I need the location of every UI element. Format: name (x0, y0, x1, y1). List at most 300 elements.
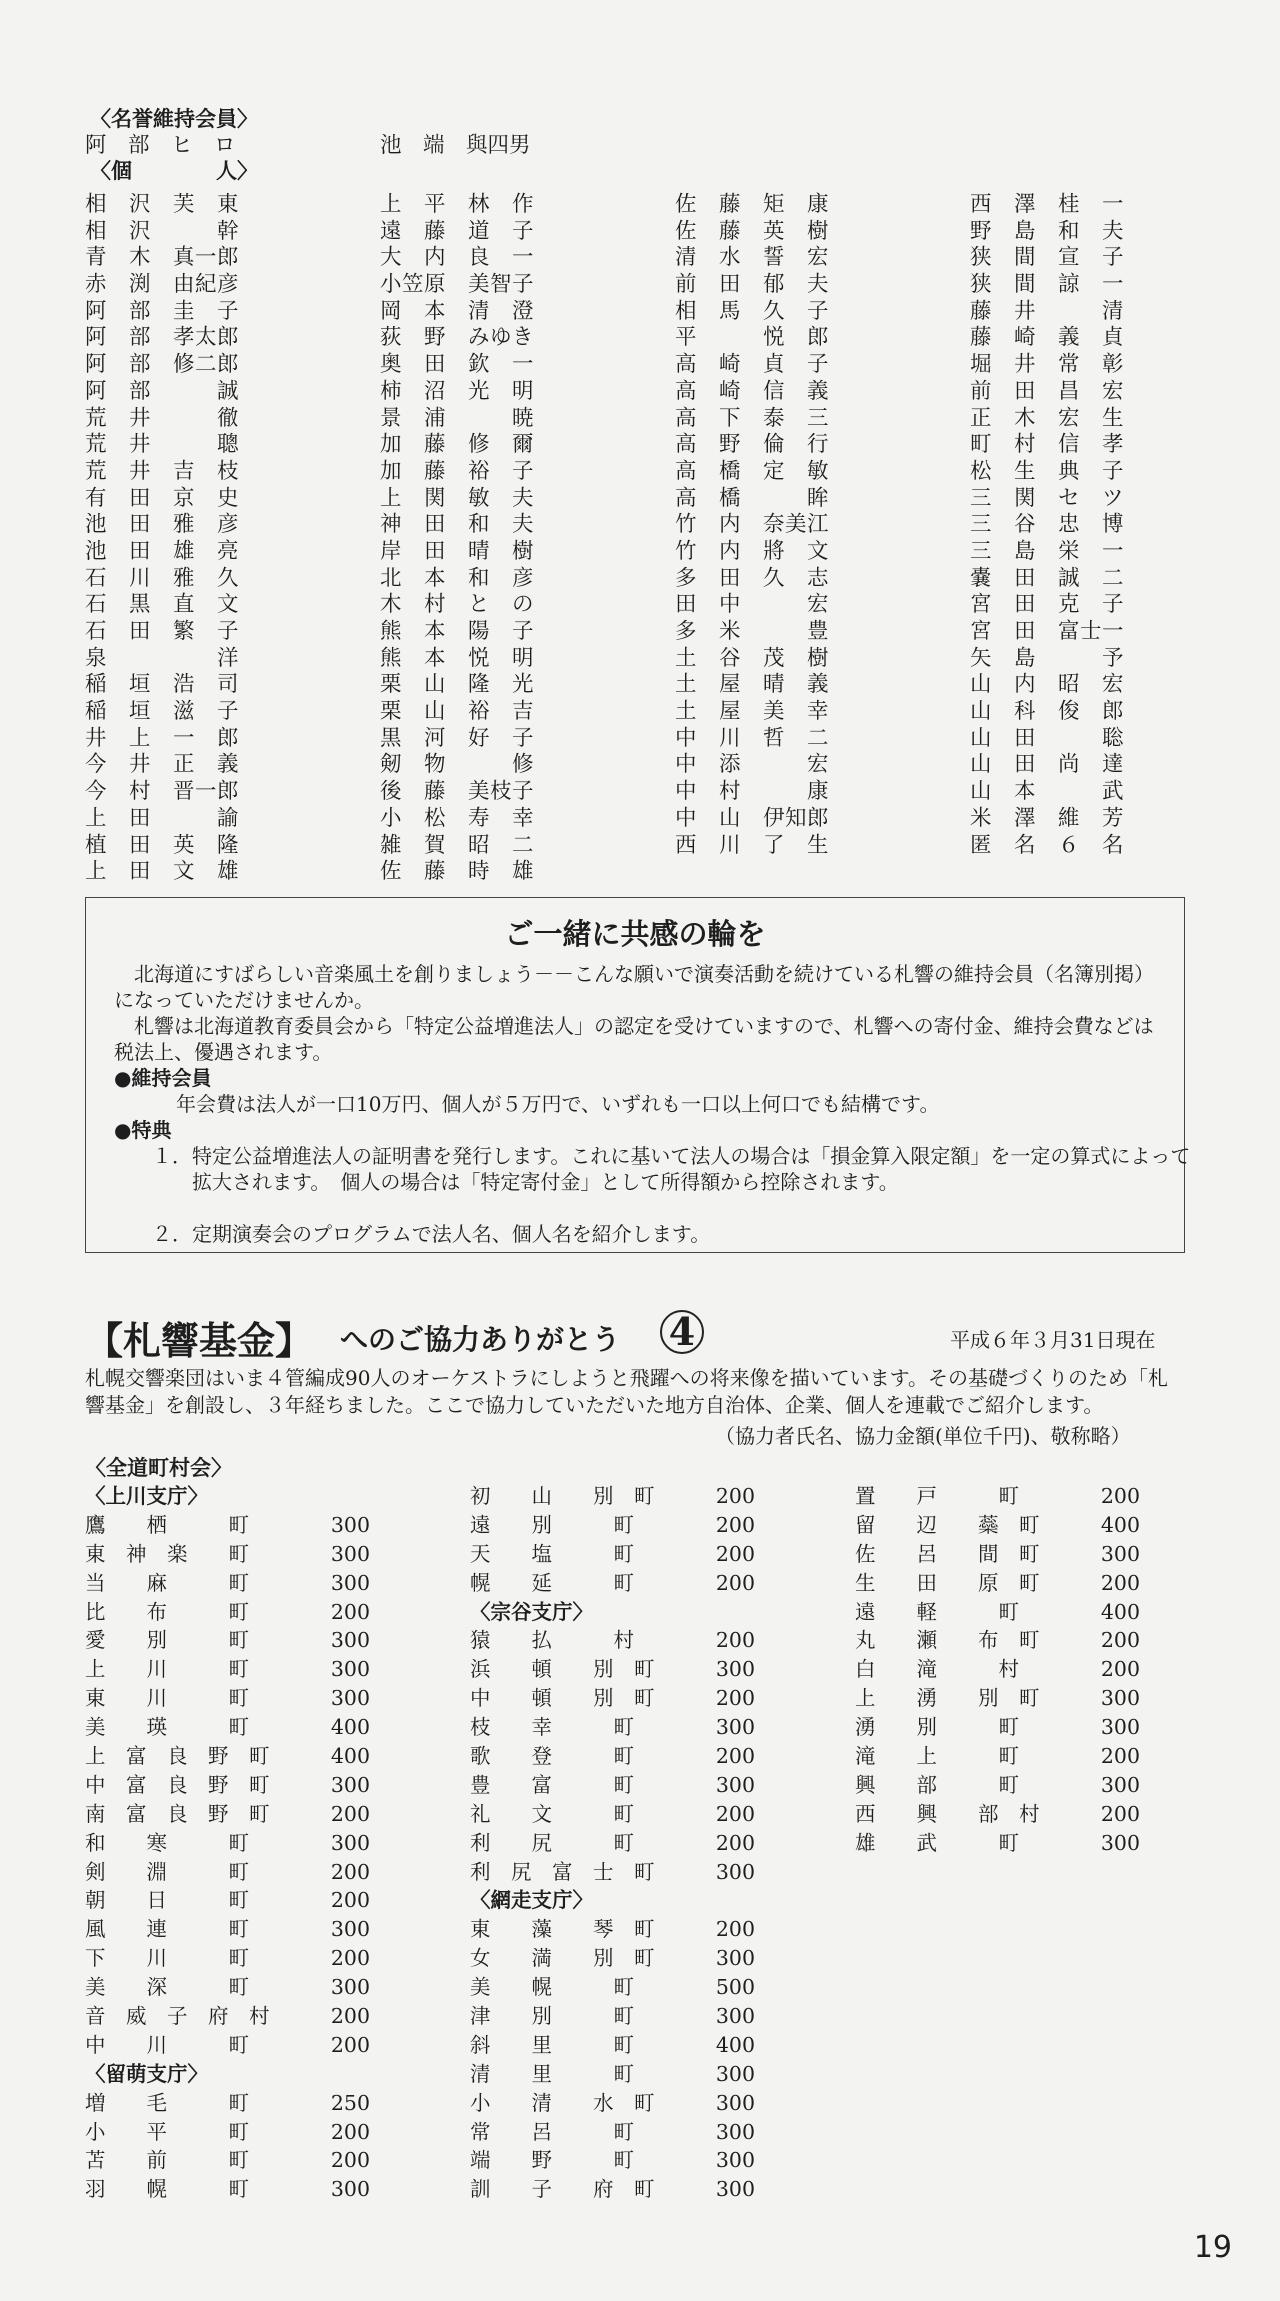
member-name: 今 井 正 義 (85, 752, 240, 778)
contributor-name: 生 田 原 町 (855, 1570, 1040, 1595)
contributor-name: 歌 登 町 (470, 1744, 634, 1769)
individual-header: 〈個 人〉 (90, 159, 258, 183)
contributor-row (85, 1598, 370, 1627)
contribution-amount: 200 (715, 1801, 755, 1826)
member-name: 山 田 尚 達 (970, 752, 1125, 778)
member-name: 岸 田 晴 樹 (380, 538, 535, 564)
contributor-name: 猿 払 村 (470, 1628, 634, 1653)
box-heading-members: ●維持会員 (114, 1066, 212, 1090)
contributor-row (855, 1771, 1140, 1800)
member-name: 大 内 良 一 (380, 245, 535, 271)
region-name: 〈留萌支庁〉 (85, 2061, 208, 2086)
member-name: 黒 河 好 子 (380, 725, 535, 751)
fund-note: （協力者氏名、協力金額(単位千円)、敬称略） (715, 1424, 1131, 1448)
contributor-row (85, 1829, 370, 1858)
contributor-name: 比 布 町 (85, 1599, 249, 1624)
contributor-name: 初 山 別 町 (470, 1484, 655, 1508)
contributor-row (855, 1742, 1140, 1771)
member-name: 松 生 典 子 (970, 458, 1125, 484)
contributor-row (85, 1886, 370, 1915)
contribution-amount: 200 (330, 2119, 370, 2144)
contribution-amount: 200 (715, 1570, 755, 1595)
member-name: 前 田 昌 宏 (970, 378, 1125, 404)
contributor-name: 下 川 町 (85, 1946, 249, 1971)
member-name: 柿 沼 光 明 (380, 378, 535, 404)
contributor-row (85, 1569, 370, 1598)
contribution-amount: 250 (330, 2090, 370, 2115)
name-row (85, 779, 1195, 806)
contribution-amount: 300 (330, 1541, 370, 1566)
contributor-name: 西 興 部 村 (855, 1801, 1040, 1826)
contributor-name: 礼 文 町 (470, 1801, 634, 1826)
contributor-row (85, 1944, 370, 1973)
contributor-name: 音 威 子 府 村 (85, 2004, 270, 2029)
box-members-text: 年会費は法人が一口10万円、個人が５万円で、いずれも一口以上何口でも結構です。 (176, 1092, 940, 1116)
member-name: 三 関 セ ツ (970, 485, 1125, 511)
region-header (470, 1598, 755, 1627)
contributor-name: 中 富 良 野 町 (85, 1772, 270, 1797)
name-row (85, 272, 1195, 299)
contribution-amount: 300 (330, 1657, 370, 1682)
member-name: 高 崎 貞 子 (675, 352, 830, 378)
member-name: 宮 田 富士一 (970, 619, 1125, 644)
member-name: 赤 渕 由紀彦 (85, 272, 240, 298)
box-para-2: 札響は北海道教育委員会から「特定公益増進法人」の認定を受けていますので、札響への寄付金、維持会費などは税法上、優遇されます。 (114, 1014, 1154, 1064)
contribution-amount: 300 (715, 2004, 755, 2029)
individual-member-list (85, 192, 1195, 886)
contribution-amount: 300 (1100, 1686, 1140, 1711)
contributor-row (470, 1742, 755, 1771)
contributor-row (470, 1800, 755, 1829)
contributor-row (85, 1800, 370, 1829)
contributor-row (470, 1858, 755, 1887)
contribution-amount: 300 (715, 2061, 755, 2086)
contributor-name: 東 藻 琴 町 (470, 1917, 655, 1942)
member-name: 匿 名 ６ 名 (970, 832, 1125, 858)
name-row (85, 299, 1195, 326)
fund-section-header: 〈全道町村会〉 (85, 1456, 232, 1480)
member-name: 上 平 林 作 (380, 192, 535, 217)
contribution-amount: 200 (1100, 1484, 1140, 1508)
name-row (85, 646, 1195, 673)
contributor-row (855, 1598, 1140, 1627)
name-row (85, 592, 1195, 619)
member-name: 多 田 久 志 (675, 565, 830, 591)
fund-installment-number: 4 (660, 1310, 704, 1354)
member-name: 上 田 諭 (85, 805, 240, 831)
member-name: 阿 部 孝太郎 (85, 325, 240, 351)
member-name: 稲 垣 浩 司 (85, 672, 240, 698)
contributor-name: 美 深 町 (85, 1975, 249, 2000)
contributor-name: 上 湧 別 町 (855, 1686, 1040, 1711)
contributor-name: 端 野 町 (470, 2148, 634, 2173)
contributor-row (470, 2118, 755, 2147)
contributor-row (85, 2175, 370, 2204)
contributor-row (470, 2175, 755, 2204)
member-name: 狭 間 諒 一 (970, 272, 1125, 298)
contribution-amount: 300 (330, 1772, 370, 1797)
member-name: 土 屋 美 幸 (675, 699, 830, 725)
fund-column-2 (470, 1482, 755, 2204)
contribution-amount: 200 (1100, 1744, 1140, 1769)
contributor-row (470, 2031, 755, 2060)
region-header (85, 2060, 370, 2089)
member-name: 竹 内 奈美江 (675, 512, 830, 538)
member-name: 小笠原 美智子 (380, 272, 535, 298)
contributor-name: 湧 別 町 (855, 1715, 1019, 1740)
name-row (85, 325, 1195, 352)
name-row (85, 672, 1195, 699)
contributor-row (85, 1858, 370, 1887)
contributor-row (85, 2089, 370, 2118)
contributor-row (470, 1944, 755, 1973)
name-row (85, 726, 1195, 753)
contributor-name: 常 呂 町 (470, 2119, 634, 2144)
name-row (85, 539, 1195, 566)
contributor-name: 丸 瀬 布 町 (855, 1628, 1040, 1653)
member-name: 山 内 昭 宏 (970, 672, 1125, 698)
contribution-amount: 200 (1100, 1657, 1140, 1682)
name-row (85, 406, 1195, 433)
contribution-amount: 300 (715, 1657, 755, 1682)
member-name: 青 木 真一郎 (85, 245, 240, 271)
contribution-amount: 400 (715, 2032, 755, 2057)
name-row (85, 699, 1195, 726)
member-name: 中 村 康 (675, 779, 830, 805)
member-name: 雑 賀 昭 二 (380, 832, 535, 858)
contribution-amount: 300 (1100, 1830, 1140, 1855)
member-name: 藤 崎 義 貞 (970, 325, 1125, 351)
contributor-name: 佐 呂 間 町 (855, 1541, 1040, 1566)
contributor-name: 東 神 楽 町 (85, 1541, 249, 1566)
contribution-amount: 200 (715, 1512, 755, 1537)
contribution-amount: 200 (330, 1859, 370, 1884)
region-name: 〈網走支庁〉 (470, 1888, 593, 1913)
contribution-amount: 200 (330, 2148, 370, 2173)
contributor-row (470, 1973, 755, 2002)
contributor-name: 小 平 町 (85, 2119, 249, 2144)
fund-intro: 札幌交響楽団はいま４管編成90人のオーケストラにしようと飛躍への将来像を描いています。その基礎づくりのため「札響基金」を創設し、３年経ちました。ここで協力していただいた地方自治体、企業、個人を連載でご紹介します。 (85, 1366, 1169, 1417)
contributor-name: 上 富 良 野 町 (85, 1744, 270, 1769)
member-name: 今 村 晋一郎 (85, 779, 240, 805)
contributor-name: 剣 淵 町 (85, 1859, 249, 1884)
name-row (85, 486, 1195, 513)
member-name: 高 崎 信 義 (675, 378, 830, 404)
name-row (85, 619, 1195, 646)
member-name: 土 屋 晴 義 (675, 672, 830, 698)
member-name: 高 下 泰 三 (675, 405, 830, 431)
member-name: 矢 島 予 (970, 645, 1125, 671)
contributor-row (855, 1800, 1140, 1829)
member-name: 上 関 敏 夫 (380, 485, 535, 511)
contribution-amount: 300 (1100, 1541, 1140, 1566)
contribution-amount: 200 (715, 1744, 755, 1769)
member-name: 堀 井 常 彰 (970, 352, 1125, 378)
contributor-row (85, 2031, 370, 2060)
contribution-amount: 500 (715, 1975, 755, 2000)
contributor-name: 小 清 水 町 (470, 2090, 655, 2115)
contributor-name: 津 別 町 (470, 2004, 634, 2029)
member-name: 阿 部 誠 (85, 378, 240, 404)
contributor-row (470, 2089, 755, 2118)
member-name: 石 田 繁 子 (85, 619, 240, 644)
member-name: 佐 藤 英 樹 (675, 218, 830, 244)
contribution-amount: 200 (715, 1686, 755, 1711)
member-name: 植 田 英 隆 (85, 832, 240, 858)
contributor-row (85, 2146, 370, 2175)
member-name: 正 木 宏 生 (970, 405, 1125, 431)
contributor-name: 幌 延 町 (470, 1570, 634, 1595)
contributor-name: 訓 子 府 町 (470, 2177, 655, 2202)
contributor-row (470, 1713, 755, 1742)
member-name: 高 野 倫 行 (675, 432, 830, 458)
contributor-row (470, 1829, 755, 1858)
member-name (970, 859, 1190, 886)
contributor-row (855, 1655, 1140, 1684)
member-name: 山 本 武 (970, 779, 1125, 805)
contribution-amount: 300 (330, 1686, 370, 1711)
member-name: 景 浦 暁 (380, 405, 535, 431)
contributor-name: 遠 別 町 (470, 1512, 634, 1537)
contributor-name: 女 満 別 町 (470, 1946, 655, 1971)
member-name: 三 島 栄 一 (970, 538, 1125, 564)
member-name: 土 谷 茂 樹 (675, 645, 830, 671)
contribution-amount: 200 (715, 1830, 755, 1855)
member-name: 荻 野 みゆき (380, 325, 535, 351)
contributor-name: 豊 富 町 (470, 1772, 634, 1797)
contribution-amount: 300 (330, 1975, 370, 2000)
contribution-amount: 300 (715, 1772, 755, 1797)
contribution-amount: 400 (330, 1715, 370, 1740)
member-name: 三 谷 忠 博 (970, 512, 1125, 538)
name-row (85, 512, 1195, 539)
contribution-amount: 200 (330, 2032, 370, 2057)
member-name: 池 田 雅 彦 (85, 512, 240, 538)
name-row (85, 379, 1195, 406)
contribution-amount: 300 (715, 2177, 755, 2202)
contribution-amount: 300 (715, 2090, 755, 2115)
contributor-row (470, 1684, 755, 1713)
contributor-name: 和 寒 町 (85, 1830, 249, 1855)
contributor-name: 上 川 町 (85, 1657, 249, 1682)
member-name: 木 村 と の (380, 592, 535, 618)
box-benefit-2: ２．定期演奏会のプログラムで法人名、個人名を紹介します。 (152, 1222, 711, 1246)
name-row (85, 192, 1195, 219)
contributor-name: 清 里 町 (470, 2061, 634, 2086)
contribution-amount: 300 (1100, 1715, 1140, 1740)
member-name: 遠 藤 道 子 (380, 218, 535, 244)
member-name: 熊 本 陽 子 (380, 619, 535, 644)
honorary-member: 阿 部 ヒ ロ (85, 133, 236, 158)
contribution-amount: 300 (715, 1715, 755, 1740)
member-name: 前 田 郁 夫 (675, 272, 830, 298)
page-number: 19 (1193, 2230, 1232, 2265)
member-name: 井 上 一 郎 (85, 725, 240, 751)
member-name: 山 田 聡 (970, 725, 1125, 751)
member-name: 高 橋 定 敏 (675, 458, 830, 484)
contribution-amount: 200 (330, 1888, 370, 1913)
member-name: 奥 田 欽 一 (380, 352, 535, 378)
contributor-row (855, 1511, 1140, 1540)
contributor-name: 枝 幸 町 (470, 1715, 634, 1740)
contributor-name: 斜 里 町 (470, 2032, 634, 2057)
member-name: 阿 部 圭 子 (85, 298, 240, 324)
member-name: 荒 井 聰 (85, 432, 240, 458)
contribution-amount: 200 (1100, 1570, 1140, 1595)
member-name: 稲 垣 滋 子 (85, 699, 240, 725)
contributor-row (470, 1655, 755, 1684)
contributor-row (85, 1973, 370, 2002)
member-name: 石 黒 直 文 (85, 592, 240, 618)
member-name: 熊 本 悦 明 (380, 645, 535, 671)
name-row (85, 432, 1195, 459)
member-name: 北 本 和 彦 (380, 565, 535, 591)
member-name: 西 澤 桂 一 (970, 192, 1125, 217)
member-name: 相 馬 久 子 (675, 298, 830, 324)
box-para-1: 北海道にすばらしい音楽風土を創りましょう－－こんな願いで演奏活動を続けている札響の維持会員（名簿別掲）になっていただけませんか。 (114, 962, 1154, 1012)
contribution-amount: 300 (330, 2177, 370, 2202)
contributor-name: 雄 武 町 (855, 1830, 1019, 1855)
box-title: ご一緒に共感の輪を (504, 917, 766, 951)
contribution-amount: 300 (715, 2148, 755, 2173)
member-name: 有 田 京 史 (85, 485, 240, 511)
member-name: 加 藤 裕 子 (380, 458, 535, 484)
member-name: 加 藤 修 爾 (380, 432, 535, 458)
name-row (85, 833, 1195, 860)
member-name: 佐 藤 時 雄 (380, 859, 535, 885)
member-name: 泉 洋 (85, 645, 240, 671)
member-name: 佐 藤 矩 康 (675, 192, 830, 217)
member-name (675, 859, 970, 886)
member-name: 相 沢 幹 (85, 218, 240, 244)
member-name: 中 山 伊知郎 (675, 805, 830, 831)
contributor-name: 東 川 町 (85, 1686, 249, 1711)
contributor-name: 美 瑛 町 (85, 1715, 249, 1740)
name-row (85, 566, 1195, 593)
contributor-row (85, 1684, 370, 1713)
contributor-row (855, 1626, 1140, 1655)
contributor-name: 白 滝 村 (855, 1657, 1019, 1682)
member-name: 阿 部 修二郎 (85, 352, 240, 378)
name-row (85, 352, 1195, 379)
member-name: 藤 井 清 (970, 298, 1125, 324)
contribution-amount: 300 (330, 1628, 370, 1653)
contributor-row (855, 1829, 1140, 1858)
box-benefit-1: １．特定公益増進法人の証明書を発行します。これに基いて法人の場合は「損金算入限定額」を一定の算式によって拡大されます。 個人の場合は「特定寄付金」として所得額から控除されます。 (152, 1144, 1191, 1194)
contribution-amount: 200 (1100, 1628, 1140, 1653)
contribution-amount: 200 (330, 1801, 370, 1826)
contributor-name: 朝 日 町 (85, 1888, 249, 1913)
contributor-name: 興 部 町 (855, 1772, 1019, 1797)
member-name: 荒 井 吉 枝 (85, 458, 240, 484)
contribution-amount: 300 (330, 1830, 370, 1855)
name-row (85, 245, 1195, 272)
contribution-amount: 200 (1100, 1801, 1140, 1826)
contributor-name: 美 幌 町 (470, 1975, 634, 2000)
member-name: 小 松 寿 幸 (380, 805, 535, 831)
contribution-amount: 300 (330, 1512, 370, 1537)
contributor-name: 中 川 町 (85, 2032, 249, 2057)
contribution-amount: 400 (1100, 1512, 1140, 1537)
fund-date: 平成６年３月31日現在 (950, 1328, 1156, 1352)
member-name: 米 澤 維 芳 (970, 805, 1125, 831)
contributor-row (470, 1540, 755, 1569)
contributor-name: 羽 幌 町 (85, 2177, 249, 2202)
contribution-amount: 200 (330, 1946, 370, 1971)
contribution-amount: 300 (1100, 1772, 1140, 1797)
region-name: 〈宗谷支庁〉 (470, 1599, 593, 1624)
fund-column-3 (855, 1482, 1140, 1858)
contributor-row (470, 1482, 755, 1511)
member-name: 高 橋 眸 (675, 485, 830, 511)
contributor-name: 当 麻 町 (85, 1570, 249, 1595)
contributor-row (470, 2002, 755, 2031)
contributor-row (855, 1684, 1140, 1713)
contributor-row (85, 2002, 370, 2031)
member-name: 荒 井 徹 (85, 405, 240, 431)
contributor-row (855, 1482, 1140, 1511)
member-name: 狭 間 宣 子 (970, 245, 1125, 271)
member-name: 平 悦 郎 (675, 325, 830, 351)
honorary-header: 〈名誉維持会員〉 (90, 107, 258, 131)
member-name: 石 川 雅 久 (85, 565, 240, 591)
member-name: 池 田 雄 亮 (85, 538, 240, 564)
contributor-row (470, 1511, 755, 1540)
member-name: 岡 本 清 澄 (380, 298, 535, 324)
contributor-name: 増 毛 町 (85, 2090, 249, 2115)
contributor-row (470, 1771, 755, 1800)
member-name: 野 島 和 夫 (970, 218, 1125, 244)
contributor-row (470, 1915, 755, 1944)
fund-column-1 (85, 1482, 370, 2204)
contribution-amount: 400 (330, 1744, 370, 1769)
contribution-amount: 200 (330, 2004, 370, 2029)
name-row (85, 459, 1195, 486)
contributor-name: 南 富 良 野 町 (85, 1801, 270, 1826)
contribution-amount: 300 (330, 1917, 370, 1942)
contributor-row (85, 1540, 370, 1569)
contributor-name: 愛 別 町 (85, 1628, 249, 1653)
name-row (85, 859, 1195, 886)
contributor-name: 苫 前 町 (85, 2148, 249, 2173)
contributor-name: 留 辺 蘂 町 (855, 1512, 1040, 1537)
member-name: 山 科 俊 郎 (970, 699, 1125, 725)
contributor-name: 利 尻 富 士 町 (470, 1859, 655, 1884)
fund-title: 【札響基金】 (85, 1319, 314, 1363)
contribution-amount: 300 (715, 1946, 755, 1971)
contribution-amount: 200 (715, 1484, 755, 1508)
contribution-amount: 400 (1100, 1599, 1140, 1624)
member-name: 西 川 了 生 (675, 832, 830, 858)
member-name: 剱 物 修 (380, 752, 535, 778)
region-header (85, 1482, 370, 1511)
contributor-name: 置 戸 町 (855, 1484, 1019, 1508)
contributor-name: 浜 頓 別 町 (470, 1657, 655, 1682)
member-name: 田 中 宏 (675, 592, 830, 618)
contribution-amount: 300 (715, 1859, 755, 1884)
contributor-name: 鷹 栖 町 (85, 1512, 249, 1537)
member-name: 後 藤 美枝子 (380, 779, 535, 805)
contribution-amount: 200 (715, 1541, 755, 1566)
contributor-row (470, 1626, 755, 1655)
contributor-name: 滝 上 町 (855, 1744, 1019, 1769)
region-name: 〈上川支庁〉 (85, 1484, 208, 1508)
contributor-name: 天 塩 町 (470, 1541, 634, 1566)
name-row (85, 752, 1195, 779)
contribution-amount: 300 (330, 1570, 370, 1595)
contributor-name: 風 連 町 (85, 1917, 249, 1942)
contributor-row (855, 1540, 1140, 1569)
